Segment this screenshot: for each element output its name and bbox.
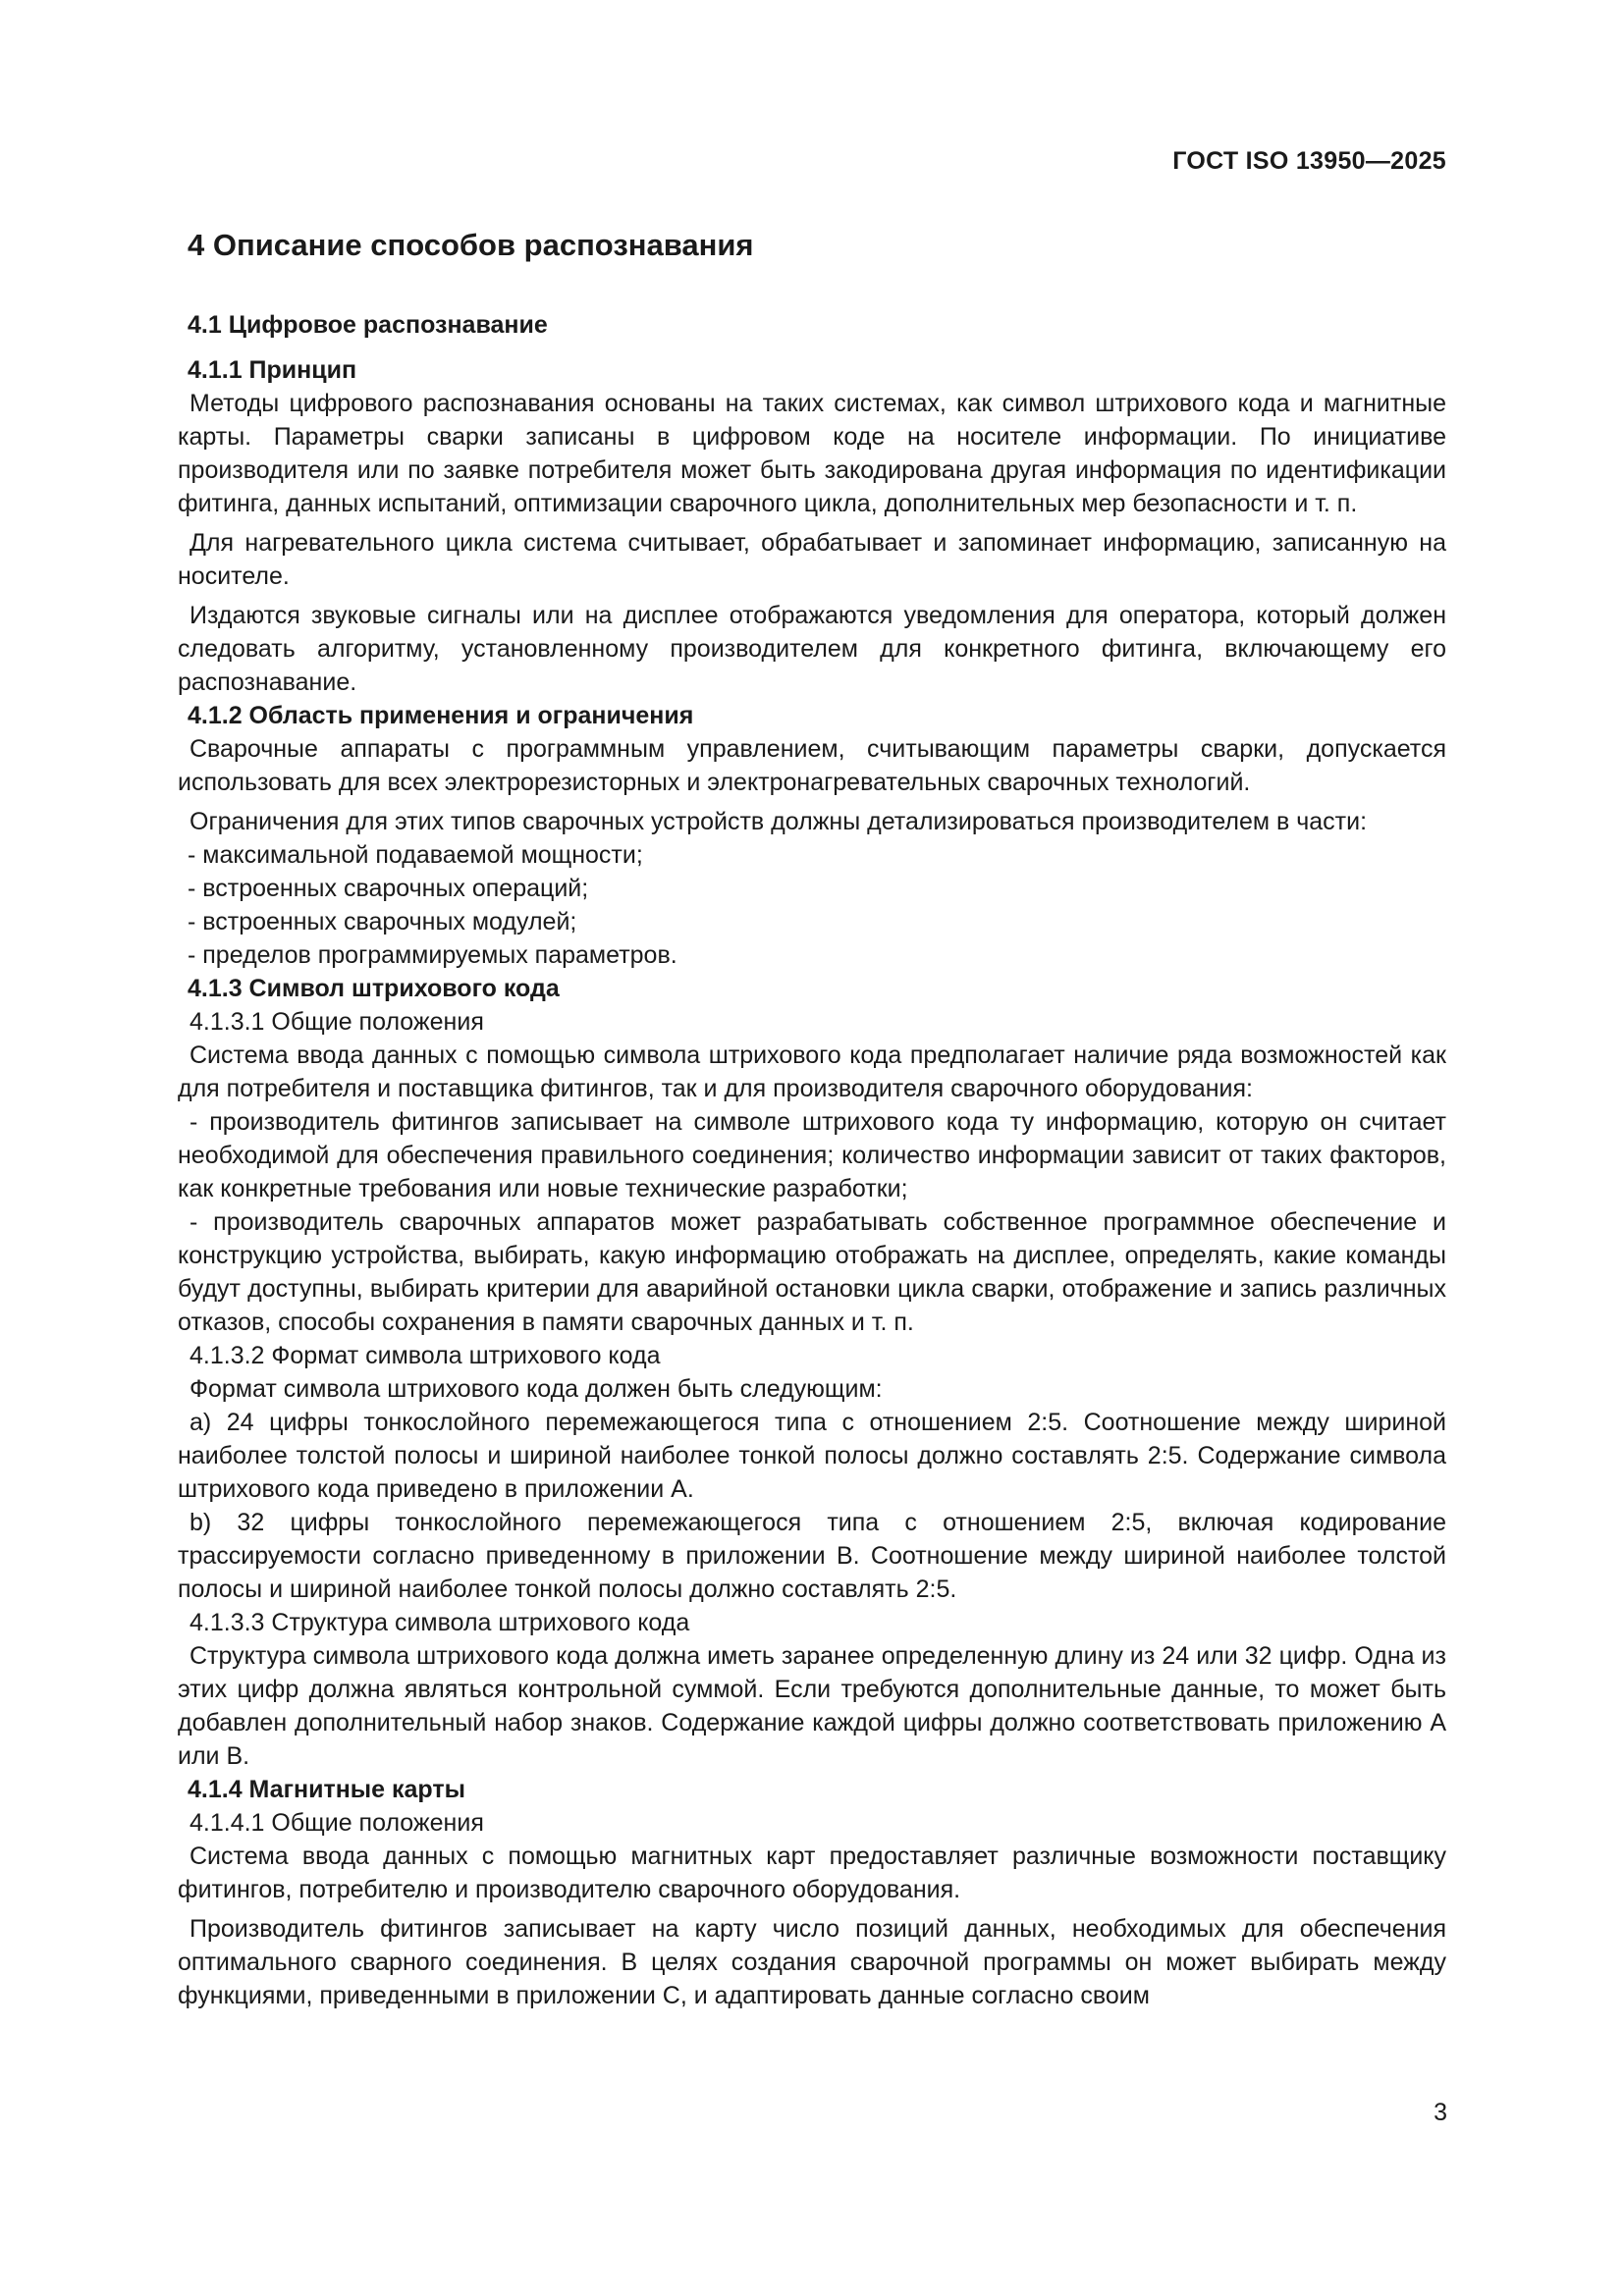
page-number: 3 <box>1434 2099 1447 2126</box>
list-item: - максимальной подаваемой мощности; <box>188 841 643 869</box>
list-item: - встроенных сварочных операций; <box>188 875 589 902</box>
paragraph: Система ввода данных с помощью магнитных карт предоставляет различные возможности поставщику фитингов, потребителю и производителю сварочного оборудования. <box>178 1842 1446 1903</box>
paragraph: Методы цифрового распознавания основаны на таких системах, как символ штрихового кода и магнитные карты. Параметры сварки записаны в цифровом коде на носителе информации. По инициативе производителя или по заявке потребителя может быть закодирована другая информация по идентификации фитинга, данных испытаний, оптимизации сварочного цикла, дополнительных мер безопасности и т. п. <box>178 390 1446 517</box>
heading-4-1-3: 4.1.3 Символ штрихового кода <box>188 975 560 1002</box>
paragraph: Для нагревательного цикла система считывает, обрабатывает и запоминает информацию, записанную на носителе. <box>178 529 1446 590</box>
heading-4-1: 4.1 Цифровое распознавание <box>188 311 548 339</box>
document-body <box>178 308 1446 2012</box>
paragraph: Формат символа штрихового кода должен быть следующим: <box>189 1375 883 1403</box>
subheading-4-1-3-3: 4.1.3.3 Структура символа штрихового кода <box>189 1609 690 1636</box>
paragraph: Производитель фитингов записывает на карту число позиций данных, необходимых для обеспечения оптимального сварного соединения. В целях создания сварочной программы он может выбирать между функциями, приведенными в приложении С, и адаптировать данные согласно своим <box>178 1915 1446 2009</box>
subheading-4-1-3-1: 4.1.3.1 Общие положения <box>189 1008 484 1036</box>
heading-4-1-4: 4.1.4 Магнитные карты <box>188 1776 465 1803</box>
paragraph: а) 24 цифры тонкослойного перемежающегося типа с отношением 2:5. Соотношение между шириной наиболее толстой полосы и шириной наиболее тонкой полосы должно составлять 2:5. Содержание символа штрихового кода приведено в приложении А. <box>178 1409 1446 1503</box>
heading-4-1-1: 4.1.1 Принцип <box>188 356 357 384</box>
paragraph: Ограничения для этих типов сварочных устройств должны детализироваться производителем в части: <box>189 808 1368 835</box>
paragraph: b) 32 цифры тонкослойного перемежающегося типа с отношением 2:5, включая кодирование трассируемости согласно приведенному в приложении В. Соотношение между шириной наиболее толстой полосы и шириной наиболее тонкой полосы должно составлять 2:5. <box>178 1509 1446 1603</box>
paragraph: Издаются звуковые сигналы или на дисплее отображаются уведомления для оператора, который должен следовать алгоритму, установленному производителем для конкретного фитинга, включающему его распознавание. <box>178 602 1446 696</box>
list-item: - встроенных сварочных модулей; <box>188 908 577 935</box>
paragraph: Сварочные аппараты с программным управлением, считывающим параметры сварки, допускается использовать для всех электрорезисторных и электронагревательных сварочных технологий. <box>178 735 1446 796</box>
paragraph: Система ввода данных с помощью символа штрихового кода предполагает наличие ряда возможностей как для потребителя и поставщика фитингов, так и для производителя сварочного оборудования: <box>178 1041 1446 1102</box>
list-item: - пределов программируемых параметров. <box>188 941 677 969</box>
heading-4-1-2: 4.1.2 Область применения и ограничения <box>188 702 694 729</box>
subheading-4-1-3-2: 4.1.3.2 Формат символа штрихового кода <box>189 1342 661 1369</box>
paragraph: Структура символа штрихового кода должна иметь заранее определенную длину из 24 или 32 цифр. Одна из этих цифр должна являться контрольной суммой. Если требуются дополнительные данные, то может быть добавлен дополнительный набор знаков. Содержание каждой цифры должно соответствовать приложению А или В. <box>178 1642 1446 1770</box>
paragraph: - производитель фитингов записывает на символе штрихового кода ту информацию, которую он считает необходимой для обеспечения правильного соединения; количество информации зависит от таких факторов, как конкретные требования или новые технические разработки; <box>178 1108 1446 1202</box>
section-title: 4 Описание способов распознавания <box>188 228 754 262</box>
standard-designation: ГОСТ ISO 13950—2025 <box>1172 147 1446 175</box>
subheading-4-1-4-1: 4.1.4.1 Общие положения <box>189 1809 484 1837</box>
paragraph: - производитель сварочных аппаратов может разрабатывать собственное программное обеспечение и конструкцию устройства, выбирать, какую информацию отображать на дисплее, определять, какие команды будут доступны, выбирать критерии для аварийной остановки цикла сварки, отображение и запись различных отказов, способы сохранения в памяти сварочных данных и т. п. <box>178 1208 1446 1336</box>
